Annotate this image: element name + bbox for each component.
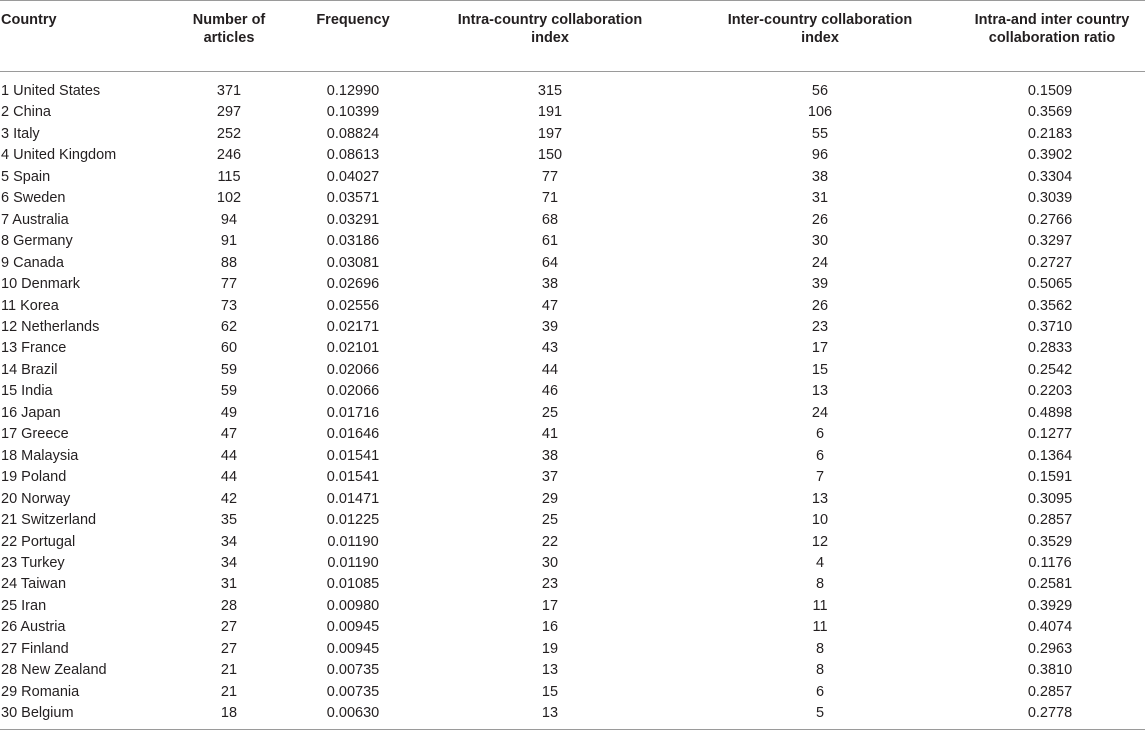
cell-number-of-articles: 27 bbox=[220, 640, 238, 657]
header-intra-country-index: Intra-country collaboration index bbox=[415, 1, 685, 72]
cell-frequency: 0.00945 bbox=[326, 619, 380, 636]
cell-collaboration-ratio: 0.3304 bbox=[1027, 168, 1073, 185]
table-row bbox=[0, 338, 1145, 359]
cell-intra-country-index: 46 bbox=[541, 383, 559, 400]
cell-number-of-articles: 21 bbox=[220, 662, 238, 679]
cell-country: 11 Korea bbox=[1, 297, 59, 314]
cell-number-of-articles: 49 bbox=[220, 404, 238, 421]
cell-inter-country-index: 30 bbox=[811, 233, 829, 250]
cell-frequency: 0.03291 bbox=[326, 211, 380, 228]
cell-country: 25 Iran bbox=[1, 597, 47, 614]
cell-collaboration-ratio: 0.1509 bbox=[1027, 83, 1073, 99]
cell-intra-country-index: 23 bbox=[541, 576, 559, 593]
table-row bbox=[0, 596, 1145, 617]
table-row bbox=[0, 574, 1145, 595]
cell-collaboration-ratio: 0.2857 bbox=[1027, 512, 1073, 529]
cell-frequency: 0.02066 bbox=[326, 383, 380, 400]
cell-country: 14 Brazil bbox=[1, 361, 58, 378]
cell-country: 30 Belgium bbox=[1, 705, 74, 722]
cell-country: 19 Poland bbox=[1, 469, 67, 486]
cell-frequency: 0.10399 bbox=[326, 104, 380, 121]
table-row bbox=[0, 210, 1145, 231]
cell-inter-country-index: 11 bbox=[812, 597, 828, 614]
table-row bbox=[0, 145, 1145, 166]
cell-inter-country-index: 106 bbox=[807, 104, 833, 121]
cell-intra-country-index: 25 bbox=[541, 512, 559, 529]
cell-country: 7 Australia bbox=[1, 211, 69, 228]
cell-inter-country-index: 23 bbox=[811, 318, 829, 335]
cell-country: 26 Austria bbox=[1, 619, 66, 636]
cell-collaboration-ratio: 0.1591 bbox=[1027, 469, 1073, 486]
cell-collaboration-ratio: 0.3039 bbox=[1027, 190, 1073, 207]
cell-collaboration-ratio: 0.1364 bbox=[1027, 447, 1073, 464]
cell-frequency: 0.12990 bbox=[326, 83, 380, 99]
cell-number-of-articles: 59 bbox=[220, 383, 238, 400]
cell-collaboration-ratio: 0.4074 bbox=[1027, 619, 1073, 636]
cell-country: 24 Taiwan bbox=[1, 576, 67, 593]
cell-country: 1 United States bbox=[1, 83, 101, 99]
cell-collaboration-ratio: 0.2833 bbox=[1027, 340, 1073, 357]
cell-inter-country-index: 38 bbox=[811, 168, 829, 185]
cell-number-of-articles: 94 bbox=[220, 211, 238, 228]
cell-inter-country-index: 39 bbox=[811, 276, 829, 293]
cell-number-of-articles: 35 bbox=[220, 512, 238, 529]
cell-frequency: 0.00630 bbox=[326, 705, 380, 722]
cell-inter-country-index: 11 bbox=[812, 619, 828, 636]
cell-intra-country-index: 68 bbox=[541, 211, 559, 228]
cell-frequency: 0.02556 bbox=[326, 297, 380, 314]
cell-inter-country-index: 24 bbox=[811, 254, 829, 271]
cell-intra-country-index: 61 bbox=[541, 233, 559, 250]
cell-intra-country-index: 38 bbox=[541, 447, 559, 464]
cell-number-of-articles: 91 bbox=[220, 233, 238, 250]
table-row bbox=[0, 553, 1145, 574]
cell-frequency: 0.01716 bbox=[326, 404, 380, 421]
cell-number-of-articles: 77 bbox=[220, 276, 238, 293]
cell-number-of-articles: 44 bbox=[220, 447, 238, 464]
cell-intra-country-index: 38 bbox=[541, 276, 559, 293]
cell-frequency: 0.03186 bbox=[326, 233, 380, 250]
table-row bbox=[0, 424, 1145, 445]
cell-collaboration-ratio: 0.3902 bbox=[1027, 147, 1073, 164]
table-row bbox=[0, 446, 1145, 467]
cell-frequency: 0.01190 bbox=[327, 533, 379, 550]
cell-inter-country-index: 55 bbox=[811, 125, 829, 142]
cell-number-of-articles: 28 bbox=[220, 597, 238, 614]
cell-number-of-articles: 31 bbox=[220, 576, 238, 593]
cell-collaboration-ratio: 0.1277 bbox=[1027, 426, 1073, 443]
cell-collaboration-ratio: 0.3529 bbox=[1027, 533, 1073, 550]
cell-country: 8 Germany bbox=[1, 233, 73, 250]
cell-collaboration-ratio: 0.2727 bbox=[1027, 254, 1073, 271]
cell-country: 27 Finland bbox=[1, 640, 69, 657]
table-row bbox=[0, 296, 1145, 317]
cell-frequency: 0.00735 bbox=[326, 662, 380, 679]
cell-country: 13 France bbox=[1, 340, 67, 357]
table-body bbox=[0, 72, 1145, 730]
cell-frequency: 0.02171 bbox=[326, 318, 380, 335]
table-row bbox=[0, 510, 1145, 531]
cell-inter-country-index: 24 bbox=[811, 404, 829, 421]
cell-inter-country-index: 8 bbox=[815, 662, 825, 679]
cell-country: 29 Romania bbox=[1, 683, 80, 700]
cell-frequency: 0.01085 bbox=[326, 576, 380, 593]
header-row bbox=[0, 1, 1145, 72]
cell-inter-country-index: 26 bbox=[811, 297, 829, 314]
header-frequency: Frequency bbox=[291, 1, 415, 72]
cell-intra-country-index: 17 bbox=[541, 597, 559, 614]
cell-number-of-articles: 246 bbox=[216, 147, 242, 164]
cell-intra-country-index: 71 bbox=[541, 190, 559, 207]
cell-intra-country-index: 197 bbox=[537, 125, 563, 142]
cell-frequency: 0.03081 bbox=[326, 254, 380, 271]
cell-intra-country-index: 25 bbox=[541, 404, 559, 421]
cell-number-of-articles: 88 bbox=[220, 254, 238, 271]
cell-frequency: 0.03571 bbox=[326, 190, 380, 207]
table-row bbox=[0, 660, 1145, 681]
cell-collaboration-ratio: 0.3562 bbox=[1027, 297, 1073, 314]
cell-intra-country-index: 47 bbox=[541, 297, 559, 314]
cell-inter-country-index: 8 bbox=[815, 640, 825, 657]
table-row bbox=[0, 682, 1145, 703]
cell-collaboration-ratio: 0.2857 bbox=[1027, 683, 1073, 700]
cell-number-of-articles: 102 bbox=[216, 190, 242, 207]
cell-collaboration-ratio: 0.3810 bbox=[1027, 662, 1073, 679]
cell-frequency: 0.01541 bbox=[326, 447, 380, 464]
cell-country: 10 Denmark bbox=[1, 276, 80, 293]
cell-frequency: 0.04027 bbox=[326, 168, 380, 185]
cell-country: 28 New Zealand bbox=[1, 662, 107, 679]
cell-frequency: 0.00735 bbox=[326, 683, 380, 700]
cell-number-of-articles: 73 bbox=[220, 297, 238, 314]
cell-number-of-articles: 44 bbox=[220, 469, 238, 486]
cell-country: 18 Malaysia bbox=[1, 447, 79, 464]
table-header bbox=[0, 1, 1145, 72]
cell-inter-country-index: 4 bbox=[815, 554, 825, 571]
cell-intra-country-index: 22 bbox=[541, 533, 559, 550]
cell-collaboration-ratio: 0.2766 bbox=[1027, 211, 1073, 228]
cell-collaboration-ratio: 0.3569 bbox=[1027, 104, 1073, 121]
cell-intra-country-index: 19 bbox=[541, 640, 559, 657]
cell-inter-country-index: 8 bbox=[815, 576, 825, 593]
cell-collaboration-ratio: 0.2963 bbox=[1027, 640, 1073, 657]
table-row bbox=[0, 381, 1145, 402]
cell-inter-country-index: 15 bbox=[811, 361, 829, 378]
cell-number-of-articles: 60 bbox=[220, 340, 238, 357]
table-row bbox=[0, 167, 1145, 188]
cell-number-of-articles: 252 bbox=[216, 125, 242, 142]
header-inter-country-index: Inter-country collaboration index bbox=[685, 1, 955, 72]
table-row bbox=[0, 703, 1145, 729]
cell-intra-country-index: 41 bbox=[541, 426, 559, 443]
cell-intra-country-index: 30 bbox=[541, 554, 559, 571]
cell-intra-country-index: 15 bbox=[541, 683, 559, 700]
cell-number-of-articles: 18 bbox=[220, 705, 238, 722]
cell-inter-country-index: 13 bbox=[811, 490, 829, 507]
cell-inter-country-index: 17 bbox=[811, 340, 829, 357]
cell-frequency: 0.01190 bbox=[327, 554, 379, 571]
cell-collaboration-ratio: 0.1176 bbox=[1028, 554, 1072, 571]
table-row bbox=[0, 532, 1145, 553]
cell-collaboration-ratio: 0.2542 bbox=[1027, 361, 1073, 378]
cell-frequency: 0.01225 bbox=[326, 512, 380, 529]
cell-frequency: 0.00945 bbox=[326, 640, 380, 657]
cell-collaboration-ratio: 0.5065 bbox=[1027, 276, 1073, 293]
cell-collaboration-ratio: 0.3929 bbox=[1027, 597, 1073, 614]
cell-number-of-articles: 115 bbox=[217, 168, 241, 185]
cell-number-of-articles: 297 bbox=[216, 104, 242, 121]
cell-inter-country-index: 10 bbox=[811, 512, 829, 529]
cell-inter-country-index: 6 bbox=[815, 447, 825, 464]
cell-frequency: 0.02101 bbox=[326, 340, 380, 357]
cell-collaboration-ratio: 0.3297 bbox=[1027, 233, 1073, 250]
cell-country: 17 Greece bbox=[1, 426, 69, 443]
table-row bbox=[0, 102, 1145, 123]
cell-intra-country-index: 13 bbox=[541, 705, 559, 722]
cell-intra-country-index: 150 bbox=[537, 147, 563, 164]
header-collaboration-ratio: Intra-and inter country collaboration ratio bbox=[955, 1, 1145, 72]
cell-number-of-articles: 27 bbox=[220, 619, 238, 636]
cell-number-of-articles: 34 bbox=[220, 554, 238, 571]
cell-intra-country-index: 13 bbox=[541, 662, 559, 679]
cell-country: 6 Sweden bbox=[1, 190, 66, 207]
table-row bbox=[0, 403, 1145, 424]
table-row bbox=[0, 489, 1145, 510]
cell-country: 22 Portugal bbox=[1, 533, 76, 550]
table-row bbox=[0, 188, 1145, 209]
cell-intra-country-index: 43 bbox=[541, 340, 559, 357]
cell-number-of-articles: 42 bbox=[220, 490, 238, 507]
cell-collaboration-ratio: 0.3095 bbox=[1027, 490, 1073, 507]
cell-number-of-articles: 47 bbox=[220, 426, 238, 443]
cell-country: 4 United Kingdom bbox=[1, 147, 117, 164]
table-row bbox=[0, 253, 1145, 274]
cell-country: 3 Italy bbox=[1, 125, 40, 142]
cell-inter-country-index: 96 bbox=[811, 147, 829, 164]
cell-country: 12 Netherlands bbox=[1, 318, 100, 335]
cell-inter-country-index: 6 bbox=[815, 683, 825, 700]
cell-country: 20 Norway bbox=[1, 490, 71, 507]
cell-collaboration-ratio: 0.2203 bbox=[1027, 383, 1073, 400]
cell-country: 21 Switzerland bbox=[1, 512, 97, 529]
cell-inter-country-index: 26 bbox=[811, 211, 829, 228]
cell-inter-country-index: 56 bbox=[811, 83, 829, 99]
cell-country: 16 Japan bbox=[1, 404, 61, 421]
cell-inter-country-index: 6 bbox=[815, 426, 825, 443]
cell-frequency: 0.02696 bbox=[326, 276, 380, 293]
cell-collaboration-ratio: 0.4898 bbox=[1027, 404, 1073, 421]
cell-intra-country-index: 37 bbox=[541, 469, 559, 486]
cell-inter-country-index: 31 bbox=[811, 190, 829, 207]
table-row bbox=[0, 72, 1145, 103]
table-row bbox=[0, 360, 1145, 381]
cell-intra-country-index: 64 bbox=[541, 254, 559, 271]
cell-frequency: 0.01541 bbox=[326, 469, 380, 486]
table-row bbox=[0, 317, 1145, 338]
cell-intra-country-index: 77 bbox=[541, 168, 559, 185]
table-row bbox=[0, 274, 1145, 295]
cell-collaboration-ratio: 0.2183 bbox=[1027, 125, 1073, 142]
cell-intra-country-index: 39 bbox=[541, 318, 559, 335]
cell-number-of-articles: 34 bbox=[220, 533, 238, 550]
cell-frequency: 0.01646 bbox=[326, 426, 380, 443]
cell-country: 23 Turkey bbox=[1, 554, 65, 571]
cell-frequency: 0.02066 bbox=[326, 361, 380, 378]
cell-frequency: 0.08613 bbox=[326, 147, 380, 164]
cell-frequency: 0.01471 bbox=[326, 490, 380, 507]
cell-number-of-articles: 62 bbox=[220, 318, 238, 335]
cell-country: 9 Canada bbox=[1, 254, 64, 271]
cell-intra-country-index: 44 bbox=[541, 361, 559, 378]
table-row bbox=[0, 124, 1145, 145]
cell-intra-country-index: 191 bbox=[537, 104, 563, 121]
cell-country: 2 China bbox=[1, 104, 51, 121]
cell-number-of-articles: 21 bbox=[220, 683, 238, 700]
cell-number-of-articles: 59 bbox=[220, 361, 238, 378]
cell-inter-country-index: 5 bbox=[815, 705, 825, 722]
cell-frequency: 0.08824 bbox=[326, 125, 380, 142]
header-number-of-articles: Number of articles bbox=[167, 1, 291, 72]
table-row bbox=[0, 639, 1145, 660]
table-row bbox=[0, 467, 1145, 488]
cell-intra-country-index: 16 bbox=[541, 619, 559, 636]
cell-collaboration-ratio: 0.3710 bbox=[1027, 318, 1073, 335]
cell-intra-country-index: 315 bbox=[537, 83, 563, 99]
cell-country: 5 Spain bbox=[1, 168, 51, 185]
header-country: Country bbox=[0, 1, 167, 72]
cell-number-of-articles: 371 bbox=[216, 83, 242, 99]
cell-inter-country-index: 7 bbox=[815, 469, 825, 486]
cell-collaboration-ratio: 0.2778 bbox=[1027, 705, 1073, 722]
cell-intra-country-index: 29 bbox=[541, 490, 559, 507]
cell-country: 15 India bbox=[1, 383, 53, 400]
table-row bbox=[0, 231, 1145, 252]
cell-frequency: 0.00980 bbox=[326, 597, 380, 614]
cell-inter-country-index: 12 bbox=[811, 533, 829, 550]
cell-collaboration-ratio: 0.2581 bbox=[1027, 576, 1073, 593]
table-row bbox=[0, 617, 1145, 638]
cell-inter-country-index: 13 bbox=[811, 383, 829, 400]
